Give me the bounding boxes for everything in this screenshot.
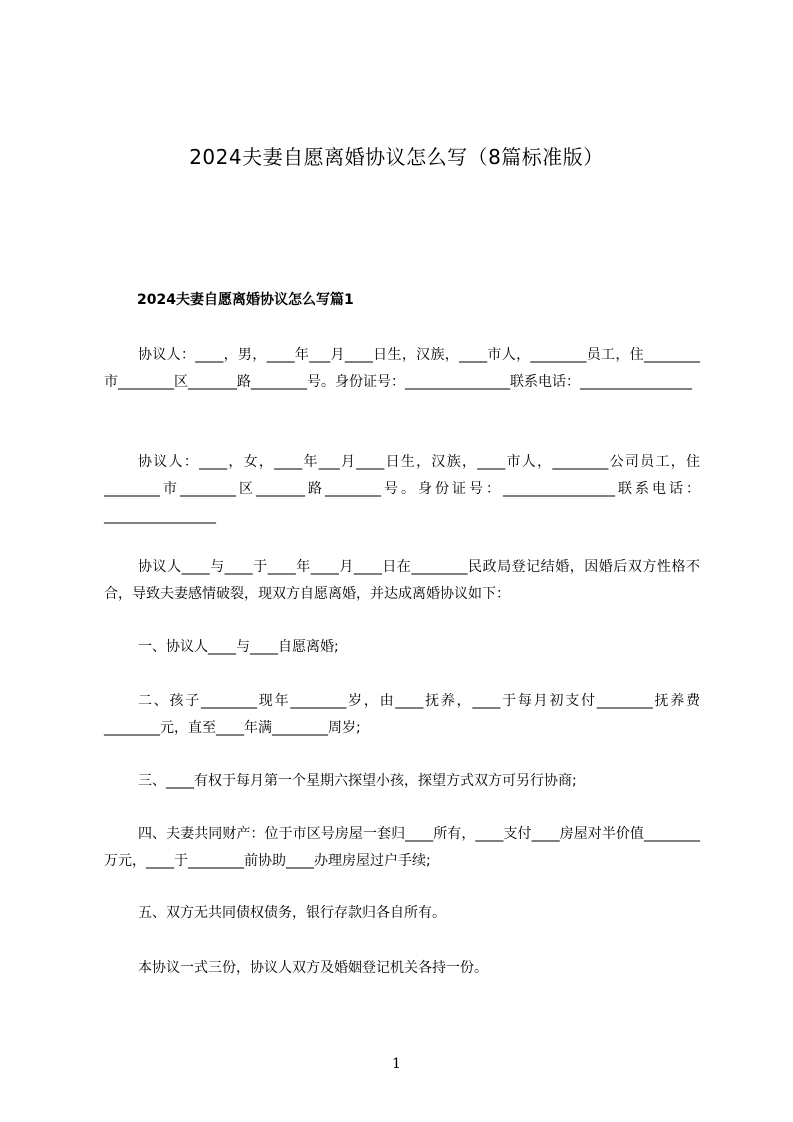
clause-4-paragraph: 四、夫妻共同财产：位于市区号房屋一套归____所有，____支付____房屋对半价值________万元，____于________前协助____办理房屋过户手续;: [104, 826, 700, 869]
page-number: 1: [392, 1056, 401, 1072]
party-female-paragraph: 协议人：____，女，____年___月____日生，汉族，____市人，________公司员工，住________市________区_______路________号。身份证号：________________联系电话：________________: [104, 454, 700, 524]
clause-2-paragraph: 二、孩子________现年________岁，由____抚养，____于每月初支付________抚养费________元，直至____年满________周岁;: [104, 693, 700, 736]
document-title: 2024夫妻自愿离婚协议怎么写（8篇标准版）: [189, 145, 604, 169]
party-male-paragraph: 协议人：____，男，____年___月____日生，汉族，____市人，________员工，住________市________区_______路________号。身份证号：_______________联系电话：________________: [104, 347, 700, 390]
copies-paragraph: 本协议一式三份，协议人双方及婚姻登记机关各持一份。: [138, 960, 488, 976]
clause-1-paragraph: 一、协议人____与____自愿离婚;: [138, 639, 339, 655]
clause-3-paragraph: 三、____有权于每月第一个星期六探望小孩，探望方式双方可另行协商;: [138, 773, 577, 789]
section-title: 2024夫妻自愿离婚协议怎么写篇1: [137, 292, 354, 308]
clause-5-paragraph: 五、双方无共同债权债务，银行存款归各自所有。: [138, 905, 446, 921]
marriage-info-paragraph: 协议人____与____于____年____月____日在________民政局登记结婚，因婚后双方性格不合，导致夫妻感情破裂，现双方自愿离婚，并达成离婚协议如下：: [104, 559, 700, 602]
